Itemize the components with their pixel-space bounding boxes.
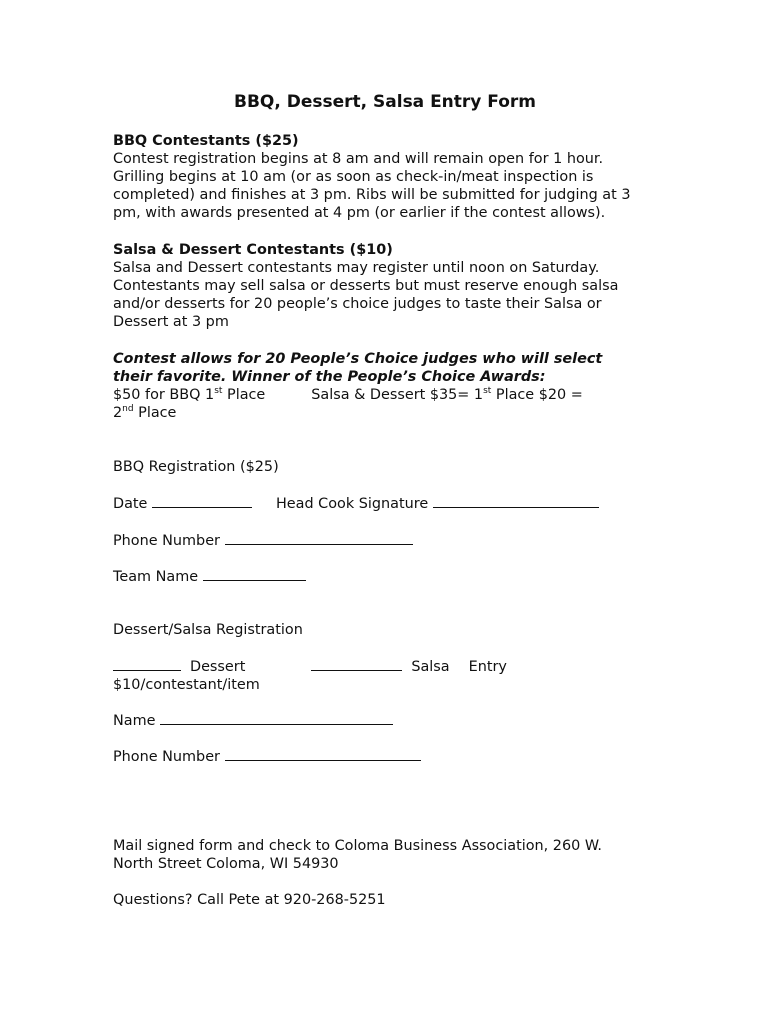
bbq-phone-field[interactable]	[225, 531, 413, 545]
date-label: Date	[113, 496, 148, 512]
salsa-text-line: Dessert at 3 pm	[113, 314, 229, 330]
prize-line-2	[113, 404, 673, 422]
bbq-prize-suffix: Place	[222, 387, 266, 403]
name-field[interactable]	[160, 711, 393, 725]
salsa-heading: Salsa & Dessert Contestants ($10)	[113, 242, 393, 258]
dessert-entry-field[interactable]	[113, 657, 181, 671]
bbq-text-line: Grilling begins at 10 am (or as soon as check-in/meat inspection is	[113, 169, 594, 185]
team-name-field[interactable]	[203, 567, 306, 581]
page-title: BBQ, Dessert, Salsa Entry Form	[233, 92, 536, 112]
bbq-registration	[113, 458, 673, 476]
mail-line: Mail signed form and check to Coloma Business Association, 260 W.	[113, 838, 602, 854]
bbq-phone-label: Phone Number	[113, 533, 220, 549]
team-name-row	[113, 567, 673, 586]
bbq-phone-row	[113, 531, 673, 550]
prize-line	[113, 386, 673, 404]
signature-label: Head Cook Signature	[275, 496, 429, 512]
mail-instructions	[113, 837, 673, 873]
name-row	[113, 711, 673, 730]
dessert-phone-label: Phone Number	[113, 749, 220, 765]
date-signature-row	[113, 494, 673, 513]
bbq-heading: BBQ Contestants ($25)	[113, 133, 299, 149]
salsa-entry-field[interactable]	[311, 657, 402, 671]
bbq-prize-sup: st	[214, 386, 223, 397]
dessert-registration-heading: Dessert/Salsa Registration	[113, 622, 303, 638]
entry-fee: $10/contestant/item	[113, 677, 260, 693]
salsa-prize-1: Salsa & Dessert $35= 1	[311, 387, 484, 403]
name-label: Name	[113, 713, 156, 729]
dessert-registration	[113, 621, 673, 639]
bbq-text-line: Contest registration begins at 8 am and will remain open for 1 hour.	[113, 151, 604, 167]
salsa-prize-2-suffix: Place	[133, 405, 177, 421]
mail-line: North Street Coloma, WI 54930	[113, 856, 339, 872]
salsa-prize-2: 2	[113, 405, 123, 421]
salsa-text-line: Contestants may sell salsa or desserts but must reserve enough salsa	[113, 278, 619, 294]
bbq-section	[113, 132, 673, 222]
dessert-label: Dessert	[190, 659, 246, 675]
signature-field[interactable]	[433, 494, 599, 508]
salsa-text-line: and/or desserts for 20 people’s choice judges to taste their Salsa or	[113, 296, 602, 312]
awards-text-line: their favorite. Winner of the People’s Choice Awards:	[113, 369, 546, 385]
bbq-prize: $50 for BBQ 1	[113, 387, 215, 403]
bbq-text-line: pm, with awards presented at 4 pm (or earlier if the contest allows).	[113, 205, 606, 221]
entry-label: Entry	[468, 659, 507, 675]
salsa-section	[113, 241, 673, 331]
dessert-phone-row	[113, 747, 673, 766]
dessert-salsa-row	[113, 657, 673, 694]
date-field[interactable]	[152, 494, 252, 508]
salsa-text-line: Salsa and Dessert contestants may register until noon on Saturday.	[113, 260, 600, 276]
salsa-label: Salsa	[411, 659, 450, 675]
salsa-prize-1-suffix: Place $20 =	[491, 387, 583, 403]
questions-section	[113, 891, 673, 909]
awards-section	[113, 350, 673, 422]
dessert-phone-field[interactable]	[225, 747, 421, 761]
salsa-prize-2-sup: nd	[122, 404, 134, 415]
team-name-label: Team Name	[113, 569, 199, 585]
awards-text-line: Contest allows for 20 People’s Choice judges who will select	[113, 351, 603, 367]
bbq-text-line: completed) and finishes at 3 pm. Ribs will be submitted for judging at 3	[113, 187, 631, 203]
questions-text: Questions? Call Pete at 920-268-5251	[113, 892, 386, 908]
salsa-prize-1-sup: st	[483, 386, 492, 397]
bbq-registration-heading: BBQ Registration ($25)	[113, 459, 279, 475]
